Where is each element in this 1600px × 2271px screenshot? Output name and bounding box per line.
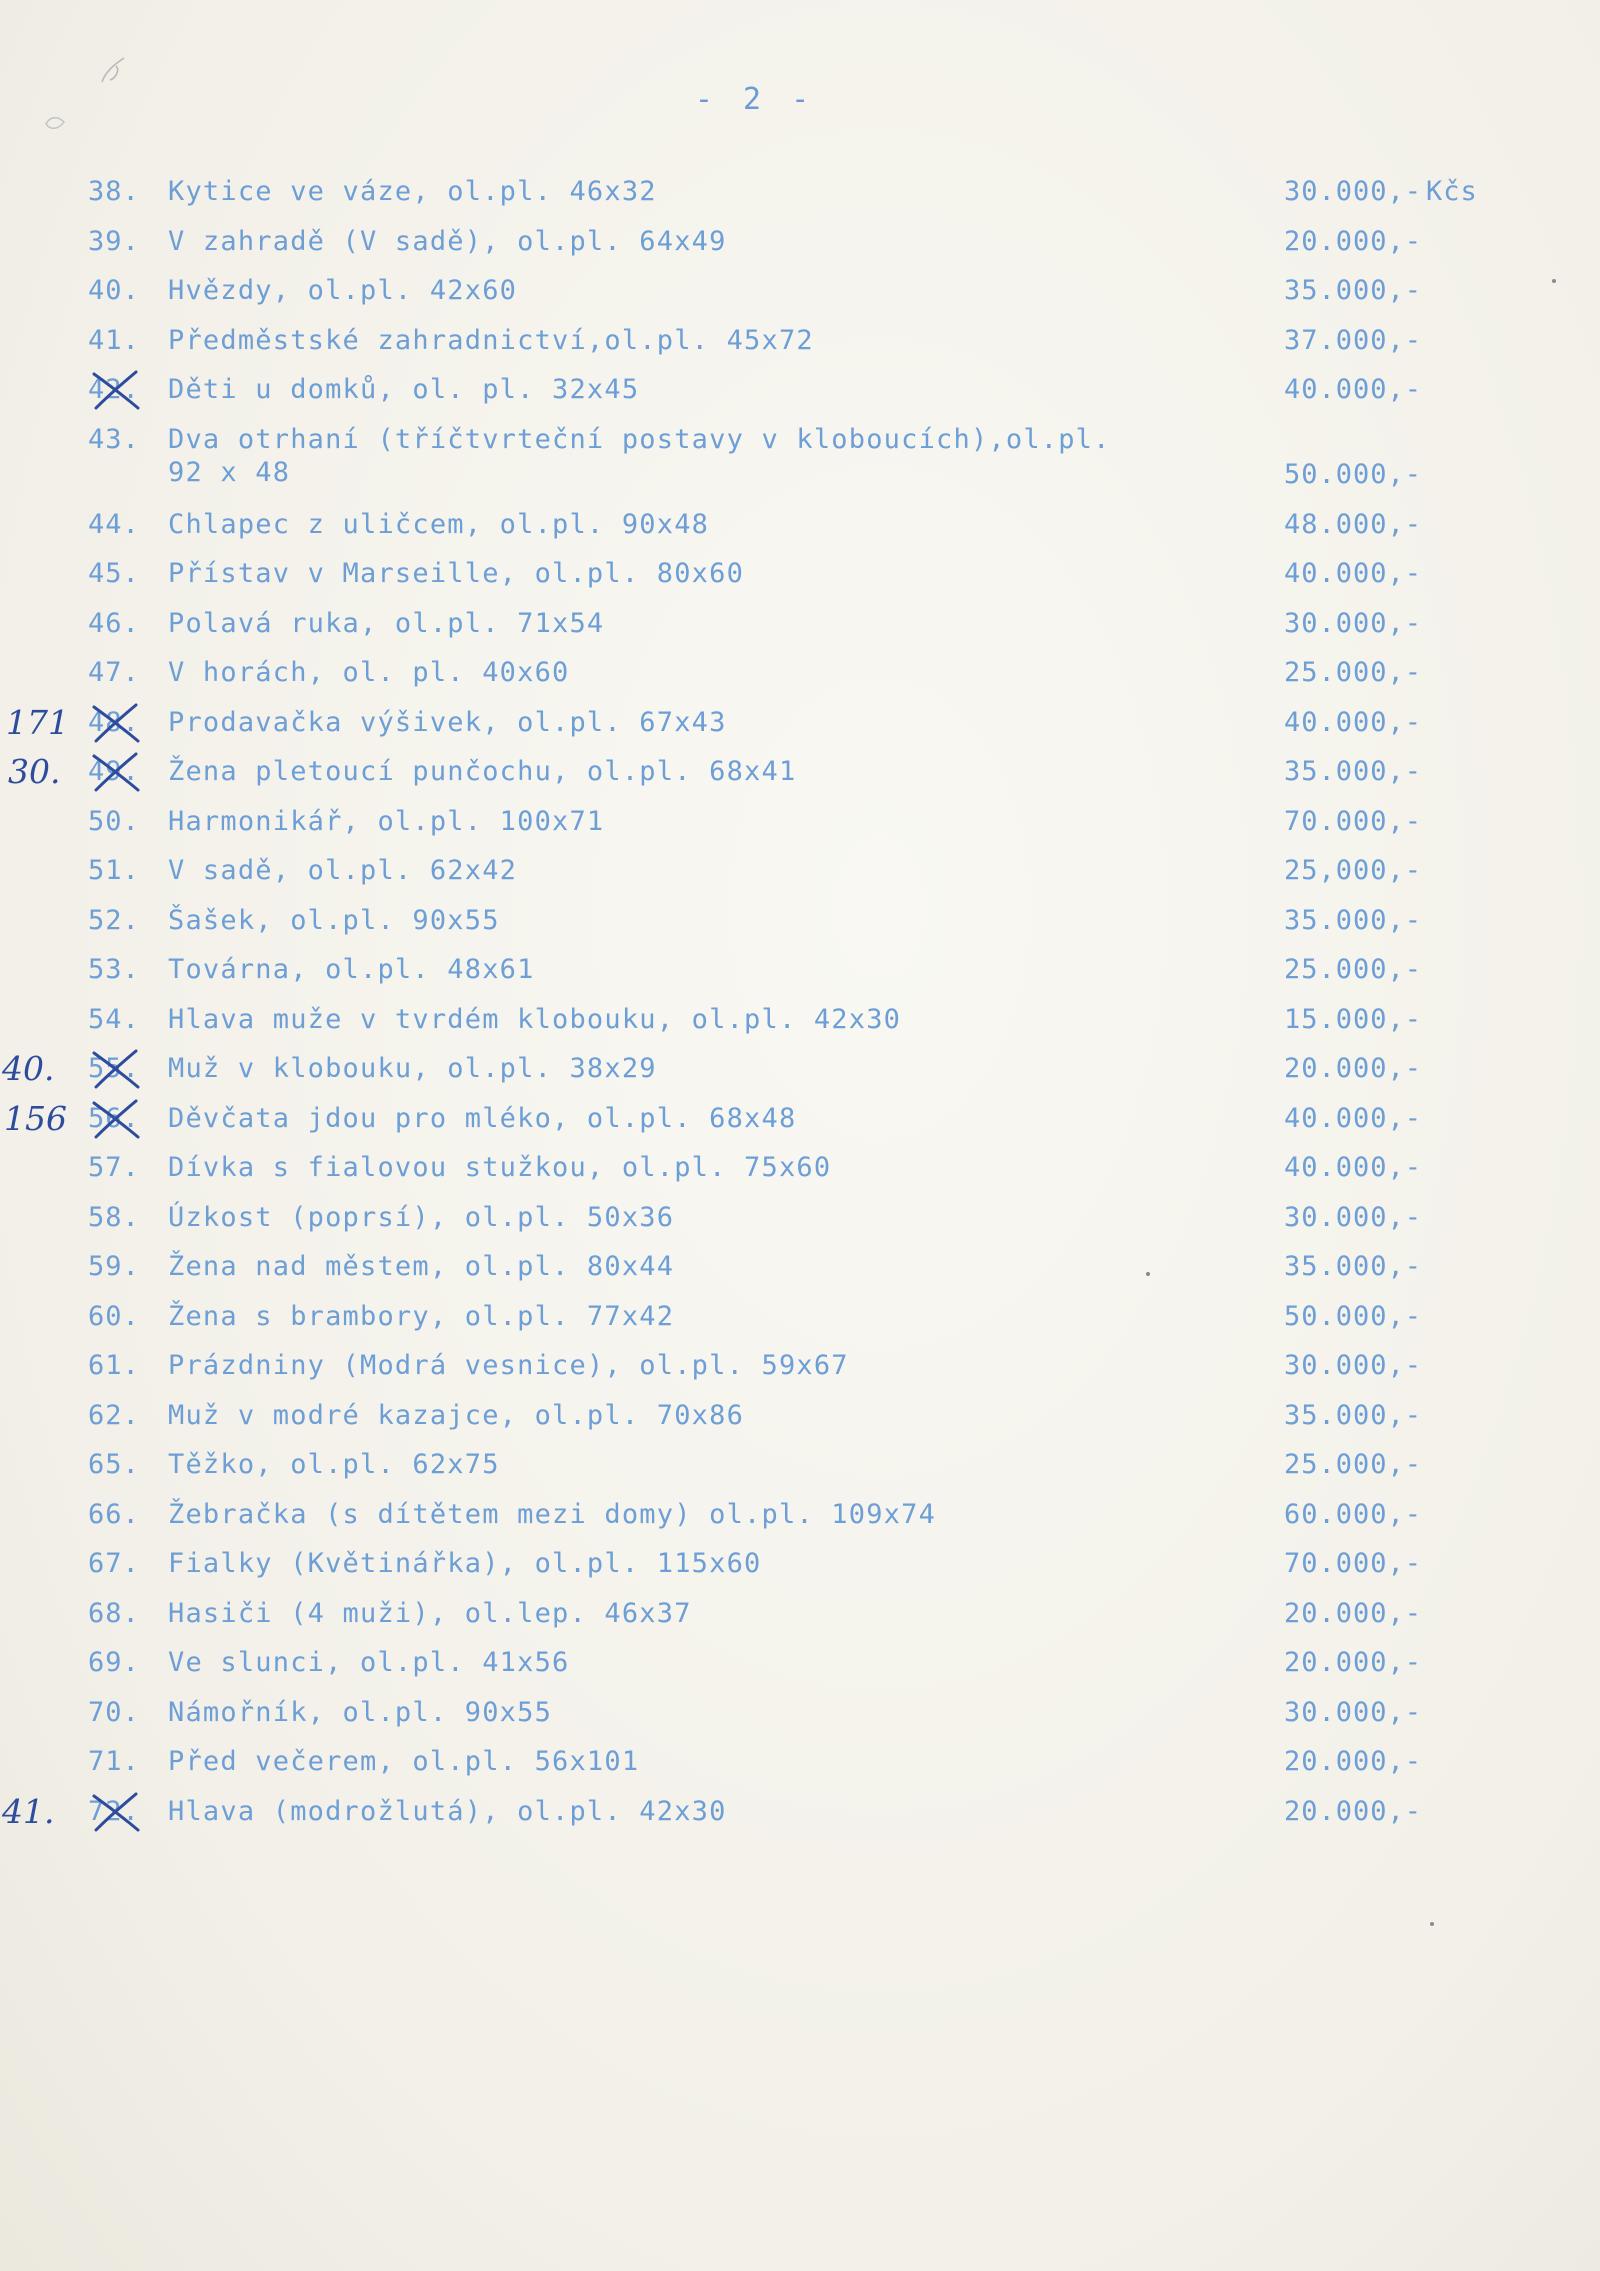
item-number: 60. xyxy=(88,1300,140,1332)
item-description xyxy=(168,1004,901,1035)
item-price-value: 30.000,- xyxy=(1284,607,1423,639)
item-number: 39. xyxy=(88,225,140,257)
ink-speck xyxy=(1146,1272,1150,1276)
item-description xyxy=(168,1152,831,1183)
item-price xyxy=(1284,1202,1422,1233)
list-item xyxy=(0,1245,1600,1295)
list-item xyxy=(0,1344,1600,1394)
item-price xyxy=(1284,1647,1422,1678)
list-item xyxy=(0,1394,1600,1444)
item-price xyxy=(1284,1449,1422,1480)
list-item xyxy=(0,1542,1600,1592)
list-item xyxy=(0,849,1600,899)
item-description-text: Přístav v Marseille, ol.pl. 80x60 xyxy=(168,558,745,589)
handwritten-annotation: 41. xyxy=(2,1791,55,1831)
list-item xyxy=(0,1097,1600,1147)
item-price-value: 20.000,- xyxy=(1284,1597,1423,1629)
item-description-text: Děvčata jdou pro mléko, ol.pl. 68x48 xyxy=(168,1102,797,1134)
item-description xyxy=(168,806,604,837)
list-item xyxy=(0,1493,1600,1543)
page-number: - 2 - xyxy=(694,82,816,117)
item-description-text: V zahradě (V sadě), ol.pl. 64x49 xyxy=(168,225,727,257)
item-description-text: Dva otrhaní (tříčtvrteční postavy v kloboucích),ol.pl. xyxy=(168,423,1111,455)
list-item xyxy=(0,998,1600,1048)
item-price xyxy=(1284,1251,1422,1282)
item-description-text: Děti u domků, ol. pl. 32x45 xyxy=(168,374,640,405)
list-item xyxy=(0,1443,1600,1493)
item-number: 43. xyxy=(88,423,140,455)
list-item xyxy=(0,750,1600,800)
handwritten-annotation: 156 xyxy=(4,1098,67,1138)
item-description-text: Prázdniny (Modrá vesnice), ol.pl. 59x67 xyxy=(168,1350,849,1381)
item-price xyxy=(1284,905,1422,936)
item-number: 72. xyxy=(88,1795,140,1827)
item-description xyxy=(168,176,657,207)
strike-mark-icon xyxy=(86,1790,148,1834)
item-description xyxy=(168,374,639,405)
item-number: 48. xyxy=(88,706,140,738)
item-price-value: 48.000,- xyxy=(1284,508,1423,540)
list-item xyxy=(0,269,1600,319)
item-number: 46. xyxy=(88,607,140,639)
list-item xyxy=(0,701,1600,751)
item-description xyxy=(168,1499,936,1530)
item-number: 49. xyxy=(88,756,140,787)
item-description-text: Hlava (modrožlutá), ol.pl. 42x30 xyxy=(168,1795,727,1827)
item-price-value: 20.000,- xyxy=(1284,225,1423,257)
item-price xyxy=(1284,325,1422,356)
item-price-value: 15.000,- xyxy=(1284,1003,1423,1035)
item-description xyxy=(168,558,744,589)
item-price-value: 50.000,- xyxy=(1284,1300,1423,1332)
item-price xyxy=(1284,1746,1422,1777)
item-description-text: Polavá ruka, ol.pl. 71x54 xyxy=(168,607,605,639)
item-description xyxy=(168,1449,500,1480)
item-description xyxy=(168,1598,692,1629)
item-description xyxy=(168,1746,639,1777)
item-price xyxy=(1284,1053,1422,1084)
item-description xyxy=(168,1350,849,1381)
item-price xyxy=(1284,459,1422,490)
item-description xyxy=(168,1103,796,1134)
item-number: 68. xyxy=(88,1597,140,1629)
list-item xyxy=(0,1592,1600,1642)
handwritten-annotation: 30. xyxy=(8,752,61,791)
item-price-value: 30.000,- xyxy=(1284,176,1423,207)
handwritten-annotation: 171 xyxy=(6,702,69,742)
item-price-value: 35.000,- xyxy=(1284,275,1423,306)
item-number: 54. xyxy=(88,1003,140,1035)
item-price xyxy=(1284,1350,1422,1381)
item-number: 52. xyxy=(88,904,140,936)
item-description-continuation: 92 x 48 xyxy=(168,456,291,488)
item-price-value: 25,000,- xyxy=(1284,855,1423,886)
strike-mark-icon xyxy=(86,750,148,794)
item-description-text: V horách, ol. pl. 40x60 xyxy=(168,657,570,688)
item-price-value: 40.000,- xyxy=(1284,1102,1423,1134)
item-description-text: Žena nad městem, ol.pl. 80x44 xyxy=(168,1251,675,1282)
item-description-text: Dívka s fialovou stužkou, ol.pl. 75x60 xyxy=(168,1152,832,1183)
item-number: 50. xyxy=(88,805,140,837)
item-price xyxy=(1284,1152,1422,1183)
item-price xyxy=(1284,1499,1422,1530)
item-number: 70. xyxy=(88,1696,140,1728)
item-price xyxy=(1284,1697,1422,1728)
item-description xyxy=(168,226,727,257)
item-description xyxy=(168,905,500,936)
item-price xyxy=(1284,1400,1422,1431)
item-number: 62. xyxy=(88,1399,140,1431)
item-price-value: 60.000,- xyxy=(1284,1498,1423,1530)
item-price-value: 70.000,- xyxy=(1284,1548,1423,1579)
item-description-text: Hasiči (4 muži), ol.lep. 46x37 xyxy=(168,1597,692,1629)
item-price xyxy=(1284,226,1422,257)
item-price xyxy=(1284,1598,1422,1629)
item-price xyxy=(1284,954,1422,985)
item-description-text: Námořník, ol.pl. 90x55 xyxy=(168,1696,553,1728)
item-price-value: 30.000,- xyxy=(1284,1201,1423,1233)
item-number: 58. xyxy=(88,1201,140,1233)
strike-mark-icon xyxy=(86,1097,148,1141)
item-number: 45. xyxy=(88,558,140,589)
item-description xyxy=(168,1548,761,1579)
item-price xyxy=(1284,1548,1422,1579)
item-description xyxy=(168,1053,657,1084)
item-price-value: 40.000,- xyxy=(1284,374,1423,405)
item-price-value: 35.000,- xyxy=(1284,904,1423,936)
item-description-text: Fialky (Květinářka), ol.pl. 115x60 xyxy=(168,1548,762,1579)
item-description xyxy=(168,855,517,886)
item-price-value: 70.000,- xyxy=(1284,805,1423,837)
item-price-value: 20.000,- xyxy=(1284,1053,1423,1084)
item-description xyxy=(168,1796,727,1827)
item-price-value: 35.000,- xyxy=(1284,756,1423,787)
item-price xyxy=(1284,176,1478,207)
item-description-text: Muž v klobouku, ol.pl. 38x29 xyxy=(168,1053,657,1084)
item-description-text: Žena pletoucí punčochu, ol.pl. 68x41 xyxy=(168,756,797,787)
item-description-text: Hlava muže v tvrdém klobouku, ol.pl. 42x30 xyxy=(168,1003,902,1035)
item-description xyxy=(168,1251,674,1282)
list-item xyxy=(0,170,1600,220)
item-description-text: Žebračka (s dítětem mezi domy) ol.pl. 109x74 xyxy=(168,1498,937,1530)
item-number: 44. xyxy=(88,508,140,540)
item-price-value: 37.000,- xyxy=(1284,324,1423,356)
item-description xyxy=(168,756,796,787)
currency-label: Kčs xyxy=(1426,176,1478,207)
item-number: 69. xyxy=(88,1647,140,1678)
item-description xyxy=(168,954,535,985)
list-item xyxy=(0,602,1600,652)
item-description-text: V sadě, ol.pl. 62x42 xyxy=(168,855,518,886)
list-item xyxy=(0,1691,1600,1741)
handwritten-annotation: 40. xyxy=(2,1049,55,1088)
list-item xyxy=(0,948,1600,998)
list-item xyxy=(0,651,1600,701)
strike-mark-icon xyxy=(86,368,148,412)
item-price-value: 25.000,- xyxy=(1284,1449,1423,1480)
item-description xyxy=(168,1202,674,1233)
item-price xyxy=(1284,756,1422,787)
list-item xyxy=(0,1196,1600,1246)
item-description-text: Kytice ve váze, ol.pl. 46x32 xyxy=(168,176,657,207)
item-number: 40. xyxy=(88,275,140,306)
item-number: 67. xyxy=(88,1548,140,1579)
item-price xyxy=(1284,806,1422,837)
item-description-text: Předměstské zahradnictví,ol.pl. 45x72 xyxy=(168,324,814,356)
item-price-value: 35.000,- xyxy=(1284,1399,1423,1431)
item-number: 47. xyxy=(88,657,140,688)
item-number: 61. xyxy=(88,1350,140,1381)
item-number: 59. xyxy=(88,1251,140,1282)
item-price-value: 25.000,- xyxy=(1284,954,1423,985)
list-item xyxy=(0,1146,1600,1196)
item-price-value: 40.000,- xyxy=(1284,1152,1423,1183)
list-item xyxy=(0,1790,1600,1840)
item-price-value: 30.000,- xyxy=(1284,1696,1423,1728)
item-price xyxy=(1284,509,1422,540)
item-description xyxy=(168,325,814,356)
item-number: 56. xyxy=(88,1102,140,1134)
item-description xyxy=(168,1400,744,1431)
item-description xyxy=(168,275,517,306)
item-price xyxy=(1284,1004,1422,1035)
ink-speck xyxy=(1430,1922,1434,1926)
item-description xyxy=(168,1697,552,1728)
item-description-text: Harmonikář, ol.pl. 100x71 xyxy=(168,805,605,837)
item-description-text: Hvězdy, ol.pl. 42x60 xyxy=(168,275,518,306)
item-description-text: Před večerem, ol.pl. 56x101 xyxy=(168,1746,640,1777)
list-item xyxy=(0,220,1600,270)
item-price xyxy=(1284,374,1422,405)
item-price xyxy=(1284,1301,1422,1332)
item-description-text: Továrna, ol.pl. 48x61 xyxy=(168,954,535,985)
item-description-text: Úzkost (poprsí), ol.pl. 50x36 xyxy=(168,1201,675,1233)
item-number: 51. xyxy=(88,855,140,886)
list-item xyxy=(0,1295,1600,1345)
item-price xyxy=(1284,558,1422,589)
item-description xyxy=(168,509,709,540)
item-description-text: Těžko, ol.pl. 62x75 xyxy=(168,1449,500,1480)
item-description xyxy=(168,1647,569,1678)
item-number: 53. xyxy=(88,954,140,985)
item-price xyxy=(1284,855,1422,886)
item-number: 55. xyxy=(88,1053,140,1084)
item-description-text: Chlapec z uličcem, ol.pl. 90x48 xyxy=(168,508,710,540)
item-number: 71. xyxy=(88,1746,140,1777)
list-item xyxy=(0,1047,1600,1097)
item-description-text: Ve slunci, ol.pl. 41x56 xyxy=(168,1647,570,1678)
item-price-value: 40.000,- xyxy=(1284,558,1423,589)
item-price xyxy=(1284,657,1422,688)
item-price-value: 50.000,- xyxy=(1284,458,1423,490)
list-item xyxy=(0,899,1600,949)
item-number: 42. xyxy=(88,374,140,405)
strike-mark-icon xyxy=(86,1047,148,1091)
item-number: 65. xyxy=(88,1449,140,1480)
list-item xyxy=(0,503,1600,553)
item-price xyxy=(1284,608,1422,639)
item-number: 38. xyxy=(88,176,140,207)
item-number: 41. xyxy=(88,324,140,356)
item-price xyxy=(1284,1796,1422,1827)
list-item xyxy=(0,319,1600,369)
item-price xyxy=(1284,1103,1422,1134)
item-price-value: 35.000,- xyxy=(1284,1251,1423,1282)
item-description xyxy=(168,1301,674,1332)
item-description xyxy=(168,424,1111,488)
item-description-text: Prodavačka výšivek, ol.pl. 67x43 xyxy=(168,706,727,738)
list-item xyxy=(0,552,1600,602)
list-item xyxy=(0,368,1600,418)
item-price-value: 20.000,- xyxy=(1284,1746,1423,1777)
item-number: 57. xyxy=(88,1152,140,1183)
list-item xyxy=(0,800,1600,850)
ink-speck xyxy=(1552,279,1556,283)
item-price xyxy=(1284,275,1422,306)
item-description-text: Šašek, ol.pl. 90x55 xyxy=(168,904,500,936)
list-item xyxy=(0,418,1600,503)
item-price-value: 20.000,- xyxy=(1284,1795,1423,1827)
strike-mark-icon xyxy=(86,701,148,745)
item-price xyxy=(1284,707,1422,738)
item-description-text: Muž v modré kazajce, ol.pl. 70x86 xyxy=(168,1399,745,1431)
list-item xyxy=(0,1740,1600,1790)
list-item xyxy=(0,1641,1600,1691)
item-price-value: 25.000,- xyxy=(1284,657,1423,688)
item-price-value: 20.000,- xyxy=(1284,1647,1423,1678)
item-description-text: Žena s brambory, ol.pl. 77x42 xyxy=(168,1300,675,1332)
item-description xyxy=(168,707,727,738)
item-price-value: 40.000,- xyxy=(1284,706,1423,738)
item-price-value: 30.000,- xyxy=(1284,1350,1423,1381)
item-description xyxy=(168,657,569,688)
item-number: 66. xyxy=(88,1498,140,1530)
item-description xyxy=(168,608,604,639)
